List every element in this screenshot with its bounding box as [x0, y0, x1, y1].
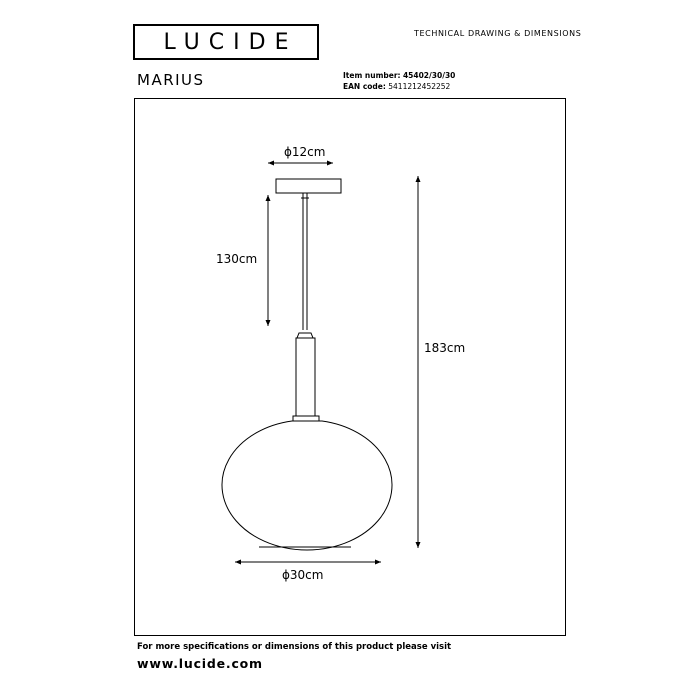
ean-code-label: EAN code: [343, 82, 386, 91]
item-number-value: 45402/30/30 [402, 71, 456, 80]
website-link[interactable]: www.lucide.com [137, 656, 263, 671]
canopy-diameter-label: ϕ12cm [284, 145, 326, 159]
cable-length-dimension [216, 195, 271, 326]
glass-globe-shade [222, 421, 392, 550]
shade-diameter-label: ϕ30cm [282, 568, 324, 582]
lamp-holder [293, 333, 319, 421]
total-height-label: 183cm [424, 341, 466, 355]
item-number-label: Item number: [343, 71, 401, 80]
cable-length-label: 130cm [216, 252, 258, 266]
document-title: TECHNICAL DRAWING & DIMENSIONS [414, 29, 582, 38]
ean-code-value: 5411212452252 [388, 82, 451, 91]
ceiling-canopy [276, 179, 341, 193]
product-name: MARIUS [137, 71, 205, 89]
footer-note: For more specifications or dimensions of this product please visit [137, 642, 452, 652]
canopy-diameter-dimension [268, 145, 333, 166]
suspension-cable [301, 193, 309, 330]
brand-logo-text: LUCIDE [163, 30, 298, 55]
shade-diameter-dimension [235, 560, 381, 583]
total-height-dimension [416, 176, 466, 548]
